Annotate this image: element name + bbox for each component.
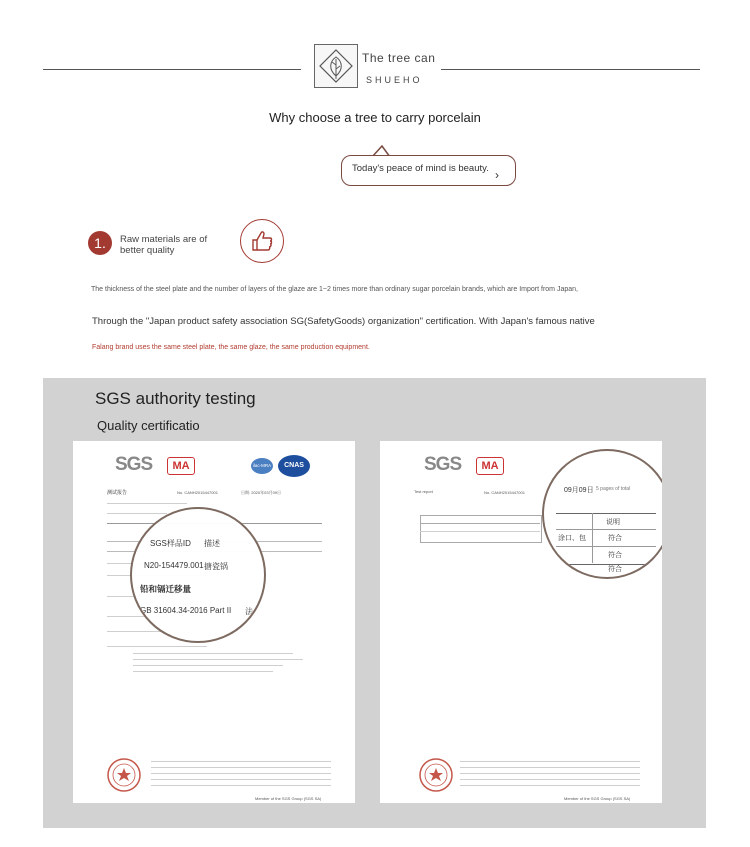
brand-name: The tree can [362, 51, 436, 65]
sgs-seal-icon [106, 757, 142, 793]
report-label: Test report [414, 489, 433, 494]
lens-result-1: 符合 [608, 535, 622, 542]
lens-pages-date: 09月09日 [564, 487, 594, 494]
certificate-document-2 [380, 441, 662, 803]
sgs-logo: SGS [115, 454, 153, 475]
header-rule-right [441, 69, 700, 70]
text-line [107, 646, 207, 647]
lens-table-col [592, 513, 593, 563]
cma-logo: MA [476, 457, 504, 475]
report-label: 测试报告 [107, 490, 128, 496]
lens-row-label: 涂口、包 [558, 535, 586, 542]
text-line [133, 659, 303, 660]
brand-subname: SHUEHO [366, 75, 423, 85]
lens-col-header: 说明 [606, 519, 620, 526]
ilac-logo: ilac-MRA [251, 458, 273, 474]
lens-sample-id: N20-154479.001 [144, 561, 204, 570]
feature-title-line2: better quality [120, 245, 175, 256]
sgs-title: SGS authority testing [95, 389, 256, 408]
feature-title-line1: Raw materials are of [120, 234, 208, 245]
text-line [460, 785, 640, 786]
report-date: 日期: 2020年03月09日 [241, 490, 282, 495]
text-line [460, 761, 640, 762]
doc-footer: Member of the SGS Group (SGS SA) [255, 796, 322, 801]
paragraph-certification: Through the "Japan product safety association SG(SafetyGoods) organization" certification. With Japan's famous native [92, 316, 595, 327]
thumbs-up-icon [240, 219, 284, 263]
text-line [133, 671, 273, 672]
lens-standard: GB 31604.34-2016 Part II [140, 606, 232, 615]
doc-footer: Member of the SGS Group (SGS SA) [564, 796, 631, 801]
brand-logo [314, 44, 358, 88]
cma-logo: MA [167, 457, 195, 475]
paragraph-falang: Falang brand uses the same steel plate, the same glaze, the same production equipment. [92, 344, 370, 351]
table-rule [420, 531, 540, 532]
lens-sample-desc: 搪瓷锅 [204, 562, 228, 571]
certificate-document-1 [73, 441, 355, 803]
report-number: No. CANH2015447001 [484, 490, 525, 495]
text-line [460, 773, 640, 774]
text-line [151, 785, 331, 786]
tree-house-icon [315, 45, 357, 87]
table-rule [420, 523, 540, 524]
lens-result-2: 符合 [608, 552, 622, 559]
lens-pages-text: 5 pages of total [596, 486, 631, 492]
result-table [420, 515, 542, 543]
lens-table-rule [556, 529, 656, 530]
lens-sample-id-header: SGS样品ID [150, 539, 191, 548]
sgs-logo: SGS [424, 454, 462, 475]
text-line [107, 631, 167, 632]
sgs-seal-icon [418, 757, 454, 793]
paragraph-steel-plate: The thickness of the steel plate and the number of layers of the glaze are 1~2 times more than ordinary sugar porcelain brands, which are Import from Japan, [91, 286, 578, 293]
feature-title [120, 234, 207, 256]
magnifier-lens [542, 449, 662, 579]
report-number: No. CANH2015447001 [177, 490, 218, 495]
page-headline: Why choose a tree to carry porcelain [269, 110, 481, 125]
text-line [151, 779, 331, 780]
sgs-subtitle: Quality certificatio [97, 418, 200, 433]
text-line [151, 767, 331, 768]
lens-method: 法 [245, 607, 253, 616]
magnifier-lens [130, 507, 266, 643]
lens-result-3: 符合 [608, 566, 622, 573]
text-line [107, 503, 187, 504]
feature-number: 1. [88, 231, 112, 255]
lens-description-header: 描述 [204, 539, 220, 548]
text-line [460, 779, 640, 780]
text-line [107, 513, 167, 514]
text-line [133, 653, 293, 654]
quote-text: Today's peace of mind is beauty. [352, 163, 489, 174]
lens-test-item: 铅和镉迁移量 [140, 584, 192, 594]
header-rule-left [43, 69, 301, 70]
text-line [133, 665, 283, 666]
text-line [151, 773, 331, 774]
chevron-right-icon: › [495, 168, 499, 182]
lens-table-rule [556, 546, 656, 547]
text-line [460, 767, 640, 768]
text-line [151, 761, 331, 762]
cnas-logo: CNAS [278, 455, 310, 477]
